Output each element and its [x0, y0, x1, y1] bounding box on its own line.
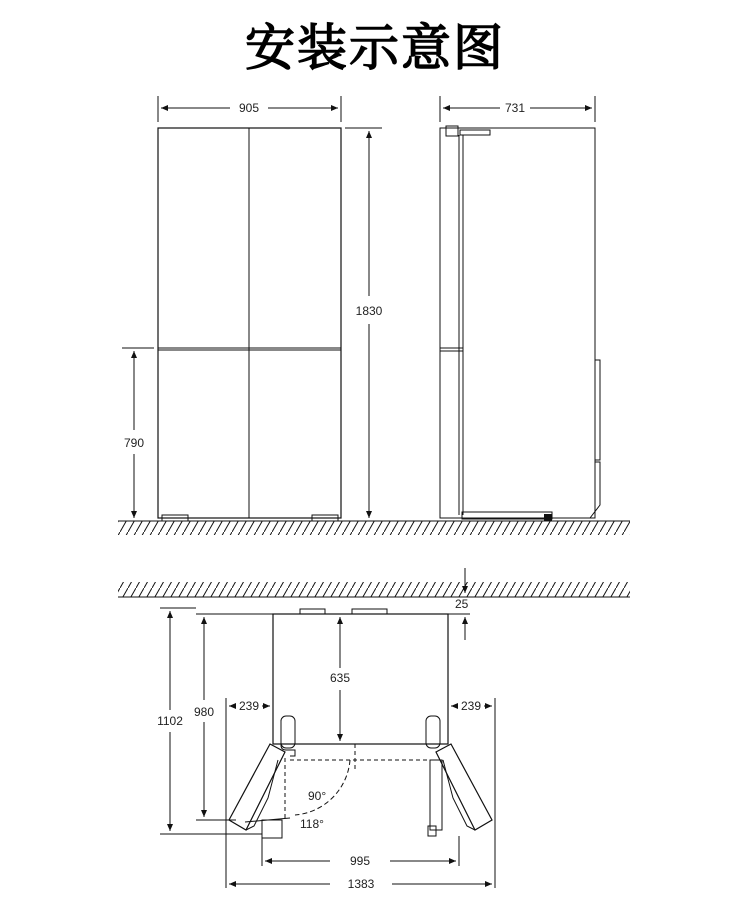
lower-door-height-label: 790: [123, 436, 145, 450]
top-view: [118, 568, 630, 891]
wall-gap-label: 25: [455, 597, 469, 611]
angle-118-label: 118°: [300, 817, 324, 831]
total-height-label: 1830: [355, 304, 383, 318]
width-1383-label: 1383: [347, 877, 375, 891]
wall-hatch: [118, 582, 630, 597]
page-title: 安装示意图: [245, 19, 505, 77]
top-fridge-body: [273, 614, 448, 744]
angle-90-label: 90°: [308, 789, 327, 803]
depth-1102-label: 1102: [157, 714, 183, 728]
body-depth-label: 635: [329, 671, 351, 685]
side-view: [440, 96, 600, 521]
depth-980-label: 980: [193, 705, 215, 719]
width-995-label: 995: [349, 854, 371, 868]
floor-hatch-top: [118, 521, 630, 535]
front-width-label: 905: [238, 101, 260, 115]
right-clearance-label: 239: [460, 699, 482, 713]
front-view: [118, 96, 630, 535]
left-clearance-label: 239: [238, 699, 260, 713]
side-depth-label: 731: [504, 101, 526, 115]
